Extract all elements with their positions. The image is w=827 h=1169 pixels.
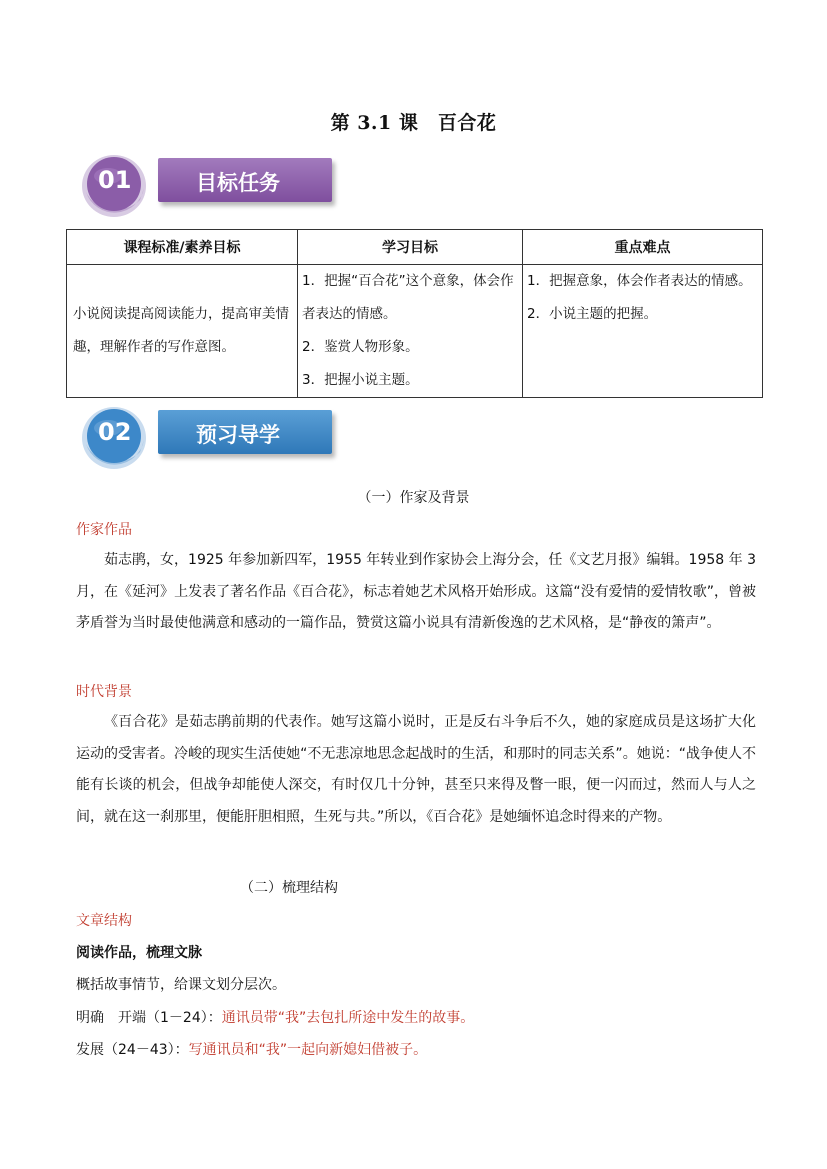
list-item: 3．把握小说主题。 [302,372,419,388]
list-item: 2．小说主题的把握。 [527,306,658,322]
table-header: 学习目标 [298,230,523,265]
section-label-box [158,158,332,202]
list-item: 1．把握意象，体会作者表达的情感。 [527,273,752,289]
structure-line-opening [76,1007,474,1027]
author-label: 作家作品 [76,522,132,538]
part2-heading: （二）梳理结构 [240,880,338,896]
structure-line-development [76,1039,427,1059]
page-title: 第 3.1 课 百合花 [330,112,497,134]
section-banner-preview [80,404,345,466]
section-banner-goals [80,152,345,214]
structure-instruction: 概括故事情节，给课文划分层次。 [76,977,286,993]
table-header: 课程标准/素养目标 [67,230,298,265]
part1-heading: （一）作家及背景 [357,490,470,506]
structure-label: 文章结构 [76,913,132,929]
line-text: 写通讯员和“我”一起向新媳妇借被子。 [188,1042,428,1058]
list-item: 2．鉴赏人物形象。 [302,339,419,355]
section-label-box [158,410,332,454]
section-label: 预习导学 [196,423,280,447]
background-label: 时代背景 [76,684,132,700]
background-paragraph: 《百合花》是茹志鹃前期的代表作。她写这篇小说时，正是反右斗争后不久，她的家庭成员是这场扩大化运动的受害者。冷峻的现实生活使她“不无悲凉地思念起战时的生活，和那时的同志关系”。她说：“战争使人不能有长谈的机会，但战争却能使人深交，有时仅几十分钟，甚至只来得及瞥一眼，便一闪而过，然而人与人之间，就在这一刹那里，便能肝胆相照，生死与共。”所以，《百合花》是她缅怀追念时得来的产物。 [76,714,756,825]
section-number: 01 [98,166,132,194]
table-header: 重点难点 [523,230,763,265]
table-cell-learning-goals [298,265,523,398]
line-prefix: 明确 开端（1－24）： [76,1010,222,1026]
list-item: 1．把握“百合花”这个意象，体会作者表达的情感。 [302,273,514,322]
table-cell-key-points [523,265,763,398]
table-cell-standard: 小说阅读提高阅读能力，提高审美情趣，理解作者的写作意图。 [67,265,298,398]
goals-table [66,229,763,398]
structure-subtitle: 阅读作品，梳理文脉 [76,945,202,961]
line-prefix: 发展（24－43）： [76,1042,189,1058]
section-number: 02 [98,418,132,446]
line-text: 通讯员带“我”去包扎所途中发生的故事。 [221,1010,475,1026]
author-paragraph: 茹志鹃，女，1925 年参加新四军，1955 年转业到作家协会上海分会，任《文艺月报》编辑。1958 年 3 月，在《延河》上发表了著名作品《百合花》，标志着她艺术风格开始形成。这篇“没有爱情的爱情牧歌”，曾被茅盾誉为当时最使他满意和感动的一篇作品，赞赏这篇小说具有清新俊逸的艺术风格，是“静夜的箫声”。 [76,552,756,631]
section-label: 目标任务 [196,171,280,195]
